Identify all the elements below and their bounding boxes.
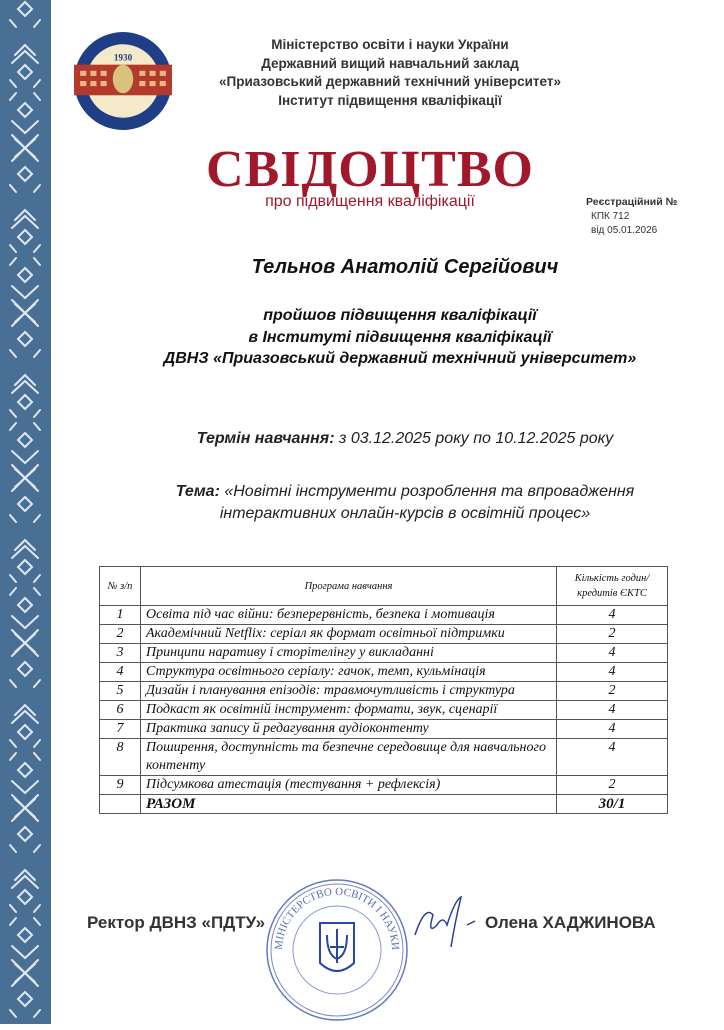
row-topic: Поширення, доступність та безпечне середовище для навчального контенту bbox=[141, 739, 557, 776]
row-topic: Освіта під час війни: безперервність, безпека і мотивація bbox=[141, 606, 557, 625]
total-label: РАЗОМ bbox=[141, 795, 557, 814]
table-total-row bbox=[100, 795, 668, 814]
header-number: № з/п bbox=[100, 567, 141, 606]
total-value: 30/1 bbox=[557, 795, 668, 814]
row-number: 6 bbox=[100, 701, 141, 720]
header-line: «Приазовський державний технічний університет» bbox=[219, 74, 561, 89]
table-row bbox=[100, 701, 668, 720]
institution-header bbox=[200, 36, 580, 110]
row-hours: 4 bbox=[557, 739, 668, 776]
row-number: 1 bbox=[100, 606, 141, 625]
table-row bbox=[100, 663, 668, 682]
certificate-title: СВІДОЦТВО bbox=[206, 141, 534, 198]
signatory-name: Олена ХАДЖИНОВА bbox=[485, 913, 656, 932]
row-number: 8 bbox=[100, 739, 141, 776]
header-program: Програма навчання bbox=[141, 567, 557, 606]
official-stamp bbox=[262, 875, 412, 1025]
row-topic: Дизайн і планування епізодів: травмочутливість і структура bbox=[141, 682, 557, 701]
table-row bbox=[100, 776, 668, 795]
row-hours: 2 bbox=[557, 682, 668, 701]
svg-text:1930: 1930 bbox=[113, 52, 133, 63]
row-topic: Принципи наративу і сторітелінгу у викладанні bbox=[141, 644, 557, 663]
row-topic: Академічний Netflix: серіал як формат освітньої підтримки bbox=[141, 625, 557, 644]
registration-block bbox=[586, 195, 677, 238]
term-value: з 03.12.2025 року по 10.12.2025 року bbox=[338, 430, 614, 447]
course-topic bbox=[100, 481, 710, 525]
header-line: Міністерство освіти і науки України bbox=[271, 37, 509, 52]
row-topic: Структура освітнього серіалу: гачок, темп, кульмінація bbox=[141, 663, 557, 682]
registration-label: Реєстраційний № bbox=[586, 196, 678, 208]
row-number: 2 bbox=[100, 625, 141, 644]
row-hours: 2 bbox=[557, 776, 668, 795]
row-number: 7 bbox=[100, 720, 141, 739]
row-number: 3 bbox=[100, 644, 141, 663]
row-hours: 4 bbox=[557, 720, 668, 739]
decorative-ornament-strip bbox=[0, 0, 51, 1024]
program-table bbox=[99, 566, 668, 814]
completion-line: в Інституті підвищення кваліфікації bbox=[248, 328, 552, 346]
completion-statement bbox=[80, 305, 720, 370]
row-number: 4 bbox=[100, 663, 141, 682]
row-number: 5 bbox=[100, 682, 141, 701]
handwritten-signature bbox=[405, 895, 485, 955]
header-line: Інститут підвищення кваліфікації bbox=[278, 92, 502, 108]
completion-line: ДВНЗ «Приазовський державний технічний університет» bbox=[163, 350, 637, 367]
topic-line: «Новітні інструменти розроблення та впровадження bbox=[224, 483, 635, 500]
row-number: 9 bbox=[100, 776, 141, 795]
row-topic: Подкаст як освітній інструмент: формати, звук, сценарії bbox=[141, 701, 557, 720]
certificate-subtitle: про підвищення кваліфікації bbox=[265, 193, 475, 210]
header-hours: Кількість годин/ кредитів ЄКТС bbox=[557, 567, 668, 606]
header-line: Державний вищий навчальний заклад bbox=[261, 55, 519, 71]
table-row bbox=[100, 682, 668, 701]
row-topic: Підсумкова атестація (тестування + рефлексія) bbox=[141, 776, 557, 795]
university-logo bbox=[72, 30, 174, 132]
row-hours: 4 bbox=[557, 644, 668, 663]
table-row bbox=[100, 625, 668, 644]
row-hours: 4 bbox=[557, 701, 668, 720]
topic-line: інтерактивних онлайн-курсів в освітній процес» bbox=[219, 505, 591, 522]
svg-text:МІНІСТЕРСТВО ОСВІТИ І НАУКИ УК: МІНІСТЕРСТВО ОСВІТИ І НАУКИ bbox=[272, 885, 402, 951]
registration-number: КПК 712 bbox=[591, 211, 630, 222]
row-hours: 4 bbox=[557, 606, 668, 625]
table-header-row bbox=[100, 567, 668, 606]
term-label: Термін навчання: bbox=[196, 430, 335, 447]
completion-line: пройшов підвищення кваліфікації bbox=[263, 307, 537, 324]
table-row bbox=[100, 720, 668, 739]
table-row bbox=[100, 644, 668, 663]
training-term bbox=[100, 430, 710, 448]
table-row bbox=[100, 606, 668, 625]
row-hours: 2 bbox=[557, 625, 668, 644]
registration-date: від 05.01.2026 bbox=[591, 225, 658, 236]
row-hours: 4 bbox=[557, 663, 668, 682]
table-row bbox=[100, 739, 668, 776]
recipient-name: Тельнов Анатолій Сергійович bbox=[251, 256, 559, 278]
topic-label: Тема: bbox=[175, 483, 220, 500]
row-topic: Практика запису й редагування аудіоконтенту bbox=[141, 720, 557, 739]
signatory-position: Ректор ДВНЗ «ПДТУ» bbox=[87, 913, 266, 932]
